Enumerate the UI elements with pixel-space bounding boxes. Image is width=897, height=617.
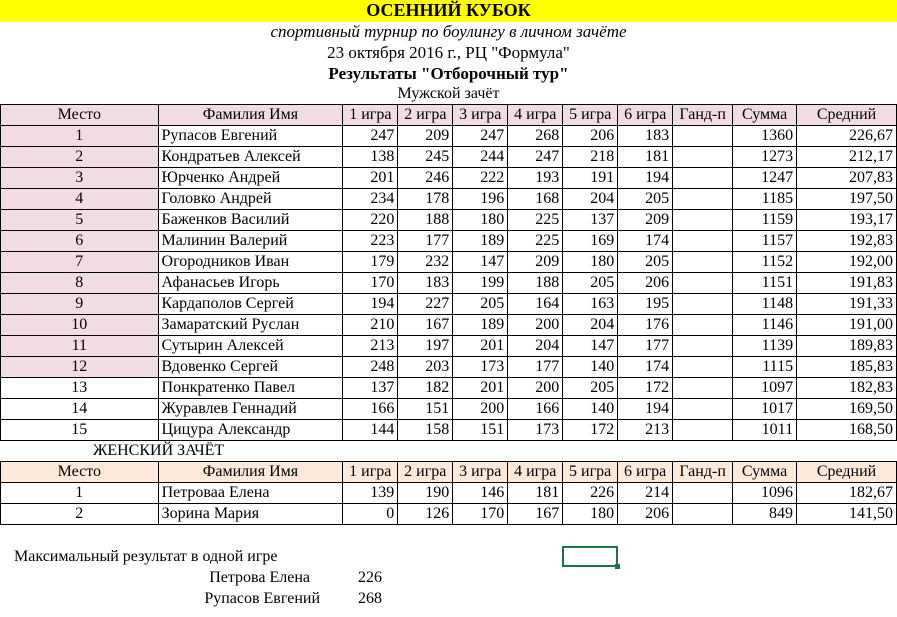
cell-name[interactable]: Афанасьев Игорь: [158, 273, 343, 294]
cell-game-5[interactable]: 147: [563, 336, 618, 357]
cell-game-3[interactable]: 151: [453, 420, 508, 441]
cell-average[interactable]: 189,83: [797, 336, 897, 357]
cell-game-3[interactable]: 200: [453, 399, 508, 420]
tournament-title: ОСЕННИЙ КУБОК: [0, 0, 897, 21]
cell-place[interactable]: 9: [1, 294, 159, 315]
col-header-game-6[interactable]: 6 игра: [618, 462, 673, 483]
cell-game-3[interactable]: 244: [453, 147, 508, 168]
cell-game-4[interactable]: 225: [508, 231, 563, 252]
cell-handicap[interactable]: [673, 336, 733, 357]
table-row: [1, 210, 897, 231]
cell-game-1[interactable]: 213: [343, 336, 398, 357]
cell-place[interactable]: 2: [1, 147, 159, 168]
cell-game-4[interactable]: 181: [508, 483, 563, 504]
cell-handicap[interactable]: [673, 315, 733, 336]
col-header-game-1[interactable]: 1 игра: [343, 462, 398, 483]
cell-handicap[interactable]: [673, 147, 733, 168]
cell-game-3[interactable]: 247: [453, 126, 508, 147]
cell-name[interactable]: Кардаполов Сергей: [158, 294, 343, 315]
cell-game-1[interactable]: 170: [343, 273, 398, 294]
cell-name[interactable]: Понкратенко Павел: [158, 378, 343, 399]
cell-game-5[interactable]: 191: [563, 168, 618, 189]
cell-average[interactable]: 182,67: [797, 483, 897, 504]
cell-game-2[interactable]: 178: [398, 189, 453, 210]
cell-place[interactable]: 3: [1, 168, 159, 189]
cell-sum[interactable]: 849: [733, 504, 797, 525]
table-row: [1, 231, 897, 252]
cell-game-2[interactable]: 246: [398, 168, 453, 189]
cell-game-6[interactable]: 176: [618, 315, 673, 336]
col-header-place[interactable]: Место: [1, 462, 159, 483]
col-header-game-5[interactable]: 5 игра: [563, 105, 618, 126]
col-header-handicap[interactable]: Ганд-п: [673, 462, 733, 483]
cell-average[interactable]: 168,50: [797, 420, 897, 441]
cell-average[interactable]: 212,17: [797, 147, 897, 168]
cell-game-3[interactable]: 170: [453, 504, 508, 525]
cell-handicap[interactable]: [673, 231, 733, 252]
cell-sum[interactable]: 1247: [733, 168, 797, 189]
cell-game-5[interactable]: 172: [563, 420, 618, 441]
cell-place[interactable]: 5: [1, 210, 159, 231]
cell-sum[interactable]: 1159: [733, 210, 797, 231]
cell-game-6[interactable]: 177: [618, 336, 673, 357]
cell-game-2[interactable]: 190: [398, 483, 453, 504]
cell-handicap[interactable]: [673, 210, 733, 231]
cell-game-2[interactable]: 188: [398, 210, 453, 231]
cell-game-3[interactable]: 196: [453, 189, 508, 210]
table-row: [1, 126, 897, 147]
max-game-score-1: 226: [358, 569, 382, 586]
cell-average[interactable]: 192,00: [797, 252, 897, 273]
cell-game-4[interactable]: 268: [508, 126, 563, 147]
cell-game-3[interactable]: 205: [453, 294, 508, 315]
cell-game-4[interactable]: 167: [508, 504, 563, 525]
cell-place[interactable]: 8: [1, 273, 159, 294]
cell-game-3[interactable]: 199: [453, 273, 508, 294]
cell-sum[interactable]: 1157: [733, 231, 797, 252]
cell-game-1[interactable]: 138: [343, 147, 398, 168]
cell-game-4[interactable]: 188: [508, 273, 563, 294]
col-header-average[interactable]: Средний: [797, 105, 897, 126]
table-row: [1, 189, 897, 210]
cell-game-3[interactable]: 189: [453, 315, 508, 336]
results-title: Результаты "Отборочный тур": [328, 64, 569, 83]
cell-sum[interactable]: 1115: [733, 357, 797, 378]
cell-handicap[interactable]: [673, 126, 733, 147]
cell-game-6[interactable]: 195: [618, 294, 673, 315]
cell-game-4[interactable]: 247: [508, 147, 563, 168]
col-header-name[interactable]: Фамилия Имя: [158, 105, 343, 126]
selected-cell[interactable]: [562, 546, 618, 567]
table-row: [1, 357, 897, 378]
cell-game-4[interactable]: 164: [508, 294, 563, 315]
cell-game-3[interactable]: 201: [453, 378, 508, 399]
cell-sum[interactable]: 1139: [733, 336, 797, 357]
cell-average[interactable]: 207,83: [797, 168, 897, 189]
cell-place[interactable]: 15: [1, 420, 159, 441]
cell-handicap[interactable]: [673, 504, 733, 525]
cell-game-1[interactable]: 234: [343, 189, 398, 210]
cell-game-5[interactable]: 163: [563, 294, 618, 315]
cell-game-5[interactable]: 140: [563, 357, 618, 378]
cell-average[interactable]: 191,83: [797, 273, 897, 294]
cell-game-3[interactable]: 146: [453, 483, 508, 504]
cell-name[interactable]: Малинин Валерий: [158, 231, 343, 252]
cell-sum[interactable]: 1146: [733, 315, 797, 336]
cell-game-4[interactable]: 173: [508, 420, 563, 441]
cell-place[interactable]: 4: [1, 189, 159, 210]
cell-sum[interactable]: 1097: [733, 378, 797, 399]
cell-sum[interactable]: 1152: [733, 252, 797, 273]
cell-place[interactable]: 6: [1, 231, 159, 252]
cell-game-5[interactable]: 226: [563, 483, 618, 504]
cell-name[interactable]: Замаратский Руслан: [158, 315, 343, 336]
cell-game-2[interactable]: 197: [398, 336, 453, 357]
cell-game-4[interactable]: 168: [508, 189, 563, 210]
cell-game-1[interactable]: 139: [343, 483, 398, 504]
table-row: [1, 294, 897, 315]
cell-place[interactable]: 13: [1, 378, 159, 399]
cell-name[interactable]: Цицура Александр: [158, 420, 343, 441]
col-header-sum[interactable]: Сумма: [733, 105, 797, 126]
table-row: [1, 147, 897, 168]
cell-game-1[interactable]: 166: [343, 399, 398, 420]
cell-average[interactable]: 169,50: [797, 399, 897, 420]
cell-sum[interactable]: 1273: [733, 147, 797, 168]
cell-game-2[interactable]: 158: [398, 420, 453, 441]
cell-name[interactable]: Рупасов Евгений: [158, 126, 343, 147]
date-venue: 23 октября 2016 г., РЦ "Формула": [327, 43, 570, 62]
cell-average[interactable]: 182,83: [797, 378, 897, 399]
cell-place[interactable]: 12: [1, 357, 159, 378]
cell-game-3[interactable]: 201: [453, 336, 508, 357]
cell-name[interactable]: Зорина Мария: [158, 504, 343, 525]
table-row: [1, 315, 897, 336]
cell-average[interactable]: 185,83: [797, 357, 897, 378]
cell-game-5[interactable]: 137: [563, 210, 618, 231]
cell-game-2[interactable]: 177: [398, 231, 453, 252]
cell-sum[interactable]: 1011: [733, 420, 797, 441]
col-header-game-3[interactable]: 3 игра: [453, 462, 508, 483]
cell-name[interactable]: Головко Андрей: [158, 189, 343, 210]
cell-game-2[interactable]: 167: [398, 315, 453, 336]
table-row: [1, 399, 897, 420]
cell-name[interactable]: Сутырин Алексей: [158, 336, 343, 357]
cell-place[interactable]: 11: [1, 336, 159, 357]
cell-name[interactable]: Юрченко Андрей: [158, 168, 343, 189]
col-header-handicap[interactable]: Ганд-п: [673, 105, 733, 126]
men-section-heading: Мужской зачёт: [397, 85, 500, 102]
cell-game-2[interactable]: 232: [398, 252, 453, 273]
cell-game-6[interactable]: 181: [618, 147, 673, 168]
cell-game-5[interactable]: 180: [563, 252, 618, 273]
cell-average[interactable]: 192,83: [797, 231, 897, 252]
col-header-game-2[interactable]: 2 игра: [398, 105, 453, 126]
cell-game-1[interactable]: 194: [343, 294, 398, 315]
cell-average[interactable]: 226,67: [797, 126, 897, 147]
cell-game-6[interactable]: 205: [618, 252, 673, 273]
max-game-score-2: 268: [358, 590, 382, 607]
col-header-place[interactable]: Место: [1, 105, 159, 126]
cell-sum[interactable]: 1096: [733, 483, 797, 504]
cell-place[interactable]: 2: [1, 504, 159, 525]
cell-game-1[interactable]: 179: [343, 252, 398, 273]
cell-game-6[interactable]: 206: [618, 504, 673, 525]
cell-game-6[interactable]: 194: [618, 399, 673, 420]
cell-name[interactable]: Баженков Василий: [158, 210, 343, 231]
cell-place[interactable]: 10: [1, 315, 159, 336]
cell-game-4[interactable]: 166: [508, 399, 563, 420]
cell-game-5[interactable]: 206: [563, 126, 618, 147]
cell-game-2[interactable]: 203: [398, 357, 453, 378]
table-row: [1, 336, 897, 357]
cell-game-6[interactable]: 213: [618, 420, 673, 441]
cell-handicap[interactable]: [673, 483, 733, 504]
cell-game-4[interactable]: 209: [508, 252, 563, 273]
cell-game-6[interactable]: 194: [618, 168, 673, 189]
cell-game-1[interactable]: 0: [343, 504, 398, 525]
cell-game-2[interactable]: 245: [398, 147, 453, 168]
col-header-average[interactable]: Средний: [797, 462, 897, 483]
cell-game-6[interactable]: 214: [618, 483, 673, 504]
cell-game-1[interactable]: 247: [343, 126, 398, 147]
tournament-subtitle: спортивный турнир по боулингу в личном зачёте: [270, 22, 627, 41]
cell-game-1[interactable]: 248: [343, 357, 398, 378]
cell-game-5[interactable]: 204: [563, 189, 618, 210]
cell-sum[interactable]: 1185: [733, 189, 797, 210]
cell-handicap[interactable]: [673, 420, 733, 441]
cell-game-1[interactable]: 201: [343, 168, 398, 189]
col-header-game-4[interactable]: 4 игра: [508, 462, 563, 483]
cell-game-2[interactable]: 151: [398, 399, 453, 420]
col-header-sum[interactable]: Сумма: [733, 462, 797, 483]
cell-game-6[interactable]: 183: [618, 126, 673, 147]
cell-handicap[interactable]: [673, 294, 733, 315]
cell-game-3[interactable]: 173: [453, 357, 508, 378]
cell-game-5[interactable]: 204: [563, 315, 618, 336]
cell-handicap[interactable]: [673, 399, 733, 420]
cell-average[interactable]: 191,33: [797, 294, 897, 315]
table-row: [1, 252, 897, 273]
cell-game-6[interactable]: 172: [618, 378, 673, 399]
col-header-game-3[interactable]: 3 игра: [453, 105, 508, 126]
cell-name[interactable]: Журавлев Геннадий: [158, 399, 343, 420]
cell-sum[interactable]: 1148: [733, 294, 797, 315]
col-header-game-5[interactable]: 5 игра: [563, 462, 618, 483]
cell-game-2[interactable]: 209: [398, 126, 453, 147]
cell-game-2[interactable]: 182: [398, 378, 453, 399]
cell-game-1[interactable]: 220: [343, 210, 398, 231]
cell-game-1[interactable]: 223: [343, 231, 398, 252]
cell-game-6[interactable]: 206: [618, 273, 673, 294]
cell-average[interactable]: 191,00: [797, 315, 897, 336]
cell-sum[interactable]: 1360: [733, 126, 797, 147]
col-header-name[interactable]: Фамилия Имя: [158, 462, 343, 483]
cell-handicap[interactable]: [673, 252, 733, 273]
cell-game-6[interactable]: 205: [618, 189, 673, 210]
col-header-game-1[interactable]: 1 игра: [343, 105, 398, 126]
max-game-label: Максимальный результат в одной игре: [14, 548, 278, 565]
cell-game-6[interactable]: 174: [618, 357, 673, 378]
cell-game-2[interactable]: 227: [398, 294, 453, 315]
table-row: [1, 504, 897, 525]
cell-handicap[interactable]: [673, 378, 733, 399]
cell-sum[interactable]: 1017: [733, 399, 797, 420]
cell-game-4[interactable]: 204: [508, 336, 563, 357]
table-row: [1, 483, 897, 504]
col-header-game-2[interactable]: 2 игра: [398, 462, 453, 483]
table-row: [1, 168, 897, 189]
cell-place[interactable]: 14: [1, 399, 159, 420]
cell-place[interactable]: 1: [1, 126, 159, 147]
cell-game-5[interactable]: 169: [563, 231, 618, 252]
cell-game-3[interactable]: 180: [453, 210, 508, 231]
cell-game-6[interactable]: 174: [618, 231, 673, 252]
cell-name[interactable]: Огородников Иван: [158, 252, 343, 273]
cell-game-3[interactable]: 222: [453, 168, 508, 189]
cell-game-2[interactable]: 126: [398, 504, 453, 525]
cell-game-5[interactable]: 218: [563, 147, 618, 168]
table-row: [1, 420, 897, 441]
cell-place[interactable]: 7: [1, 252, 159, 273]
cell-handicap[interactable]: [673, 168, 733, 189]
cell-game-3[interactable]: 147: [453, 252, 508, 273]
cell-game-5[interactable]: 140: [563, 399, 618, 420]
cell-sum[interactable]: 1151: [733, 273, 797, 294]
col-header-game-4[interactable]: 4 игра: [508, 105, 563, 126]
cell-name[interactable]: Петроваа Елена: [158, 483, 343, 504]
cell-game-1[interactable]: 137: [343, 378, 398, 399]
cell-game-4[interactable]: 200: [508, 315, 563, 336]
cell-average[interactable]: 141,50: [797, 504, 897, 525]
table-row: [1, 273, 897, 294]
cell-name[interactable]: Вдовенко Сергей: [158, 357, 343, 378]
cell-handicap[interactable]: [673, 357, 733, 378]
cell-game-1[interactable]: 144: [343, 420, 398, 441]
cell-game-5[interactable]: 205: [563, 273, 618, 294]
cell-game-6[interactable]: 209: [618, 210, 673, 231]
men-results-table: [0, 104, 897, 441]
cell-handicap[interactable]: [673, 189, 733, 210]
cell-game-5[interactable]: 180: [563, 504, 618, 525]
fill-handle[interactable]: [615, 564, 620, 569]
cell-game-4[interactable]: 177: [508, 357, 563, 378]
women-results-table: [0, 461, 897, 525]
cell-average[interactable]: 197,50: [797, 189, 897, 210]
cell-place[interactable]: 1: [1, 483, 159, 504]
cell-game-4[interactable]: 193: [508, 168, 563, 189]
cell-game-1[interactable]: 210: [343, 315, 398, 336]
max-game-name-1: Петрова Елена: [209, 569, 310, 586]
cell-game-2[interactable]: 183: [398, 273, 453, 294]
cell-handicap[interactable]: [673, 273, 733, 294]
cell-game-5[interactable]: 205: [563, 378, 618, 399]
cell-game-4[interactable]: 200: [508, 378, 563, 399]
table-row: [1, 378, 897, 399]
cell-game-3[interactable]: 189: [453, 231, 508, 252]
max-game-name-2: Рупасов Евгений: [204, 590, 320, 607]
women-section-heading: ЖЕНСКИЙ ЗАЧЁТ: [93, 442, 225, 459]
col-header-game-6[interactable]: 6 игра: [618, 105, 673, 126]
cell-game-4[interactable]: 225: [508, 210, 563, 231]
cell-average[interactable]: 193,17: [797, 210, 897, 231]
cell-name[interactable]: Кондратьев Алексей: [158, 147, 343, 168]
